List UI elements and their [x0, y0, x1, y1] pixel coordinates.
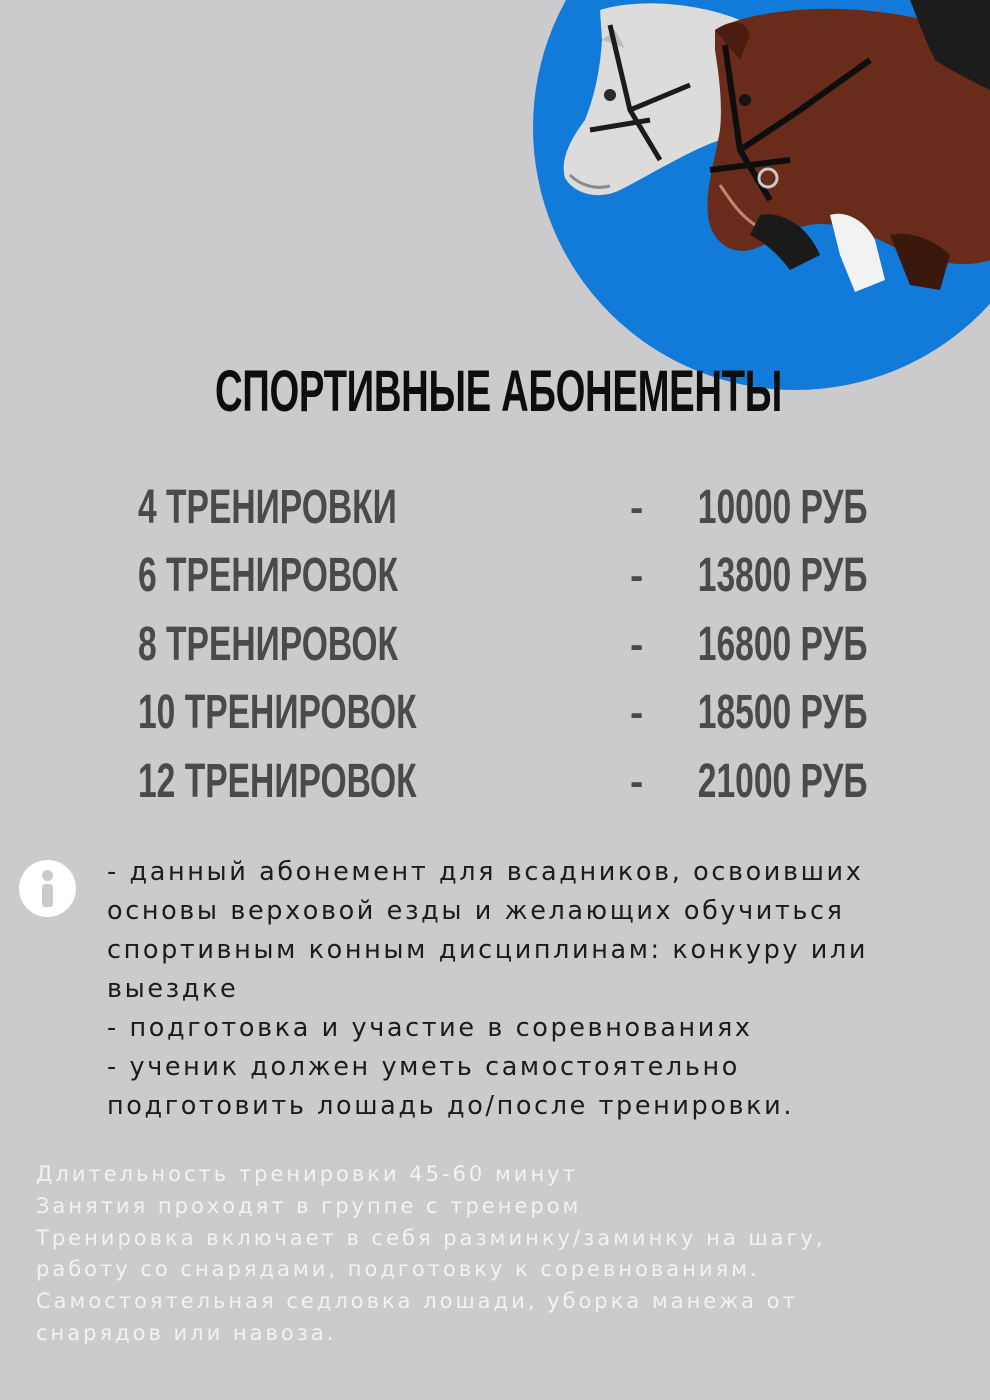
separator-dash: - — [630, 623, 644, 667]
separator-dash: - — [630, 554, 644, 598]
package-name: 4 ТРЕНИРОВКИ — [138, 481, 397, 534]
separator-dash: - — [630, 760, 644, 804]
info-line: основы верховой езды и желающих обучиться — [107, 896, 845, 926]
note-line: Самостоятельная седловка лошади, уборка манежа от — [36, 1289, 798, 1314]
note-line: работу со снарядами, подготовку к соревнованиям. — [36, 1257, 760, 1282]
package-price: 18500 РУБ — [698, 686, 868, 739]
info-line: - данный абонемент для всадников, освоивших — [107, 857, 864, 887]
package-price: 13800 РУБ — [698, 549, 868, 602]
note-line: Тренировка включает в себя разминку/заминку на шагу, — [36, 1225, 826, 1250]
package-name: 8 ТРЕНИРОВОК — [138, 618, 398, 671]
price-row — [0, 615, 990, 675]
info-line: подготовить лошадь до/после тренировки. — [107, 1091, 795, 1121]
price-row — [0, 683, 990, 743]
info-icon — [19, 860, 76, 917]
page-title: СПОРТИВНЫЕ АБОНЕМЕНТЫ — [214, 359, 782, 424]
info-line: - ученик должен уметь самостоятельно — [107, 1052, 740, 1082]
note-line: снарядов или навоза. — [36, 1320, 337, 1345]
info-line: спортивным конным дисциплинам: конкуру или — [107, 935, 869, 965]
training-notes — [36, 1159, 976, 1350]
price-row — [0, 478, 990, 538]
horses-photo — [540, 0, 990, 300]
package-name: 12 ТРЕНИРОВОК — [138, 755, 417, 808]
price-row — [0, 752, 990, 812]
info-description — [107, 853, 977, 1126]
separator-dash: - — [630, 486, 644, 530]
price-row — [0, 546, 990, 606]
note-line: Занятия проходят в группе с тренером — [36, 1193, 582, 1218]
package-price: 10000 РУБ — [698, 481, 868, 534]
package-price: 16800 РУБ — [698, 618, 868, 671]
info-line: выездке — [107, 974, 239, 1004]
info-line: - подготовка и участие в соревнованиях — [107, 1013, 753, 1043]
package-name: 6 ТРЕНИРОВОК — [138, 549, 398, 602]
separator-dash: - — [630, 691, 644, 735]
note-line: Длительность тренировки 45-60 минут — [36, 1162, 578, 1186]
package-price: 21000 РУБ — [698, 755, 868, 808]
package-name: 10 ТРЕНИРОВОК — [138, 686, 417, 739]
